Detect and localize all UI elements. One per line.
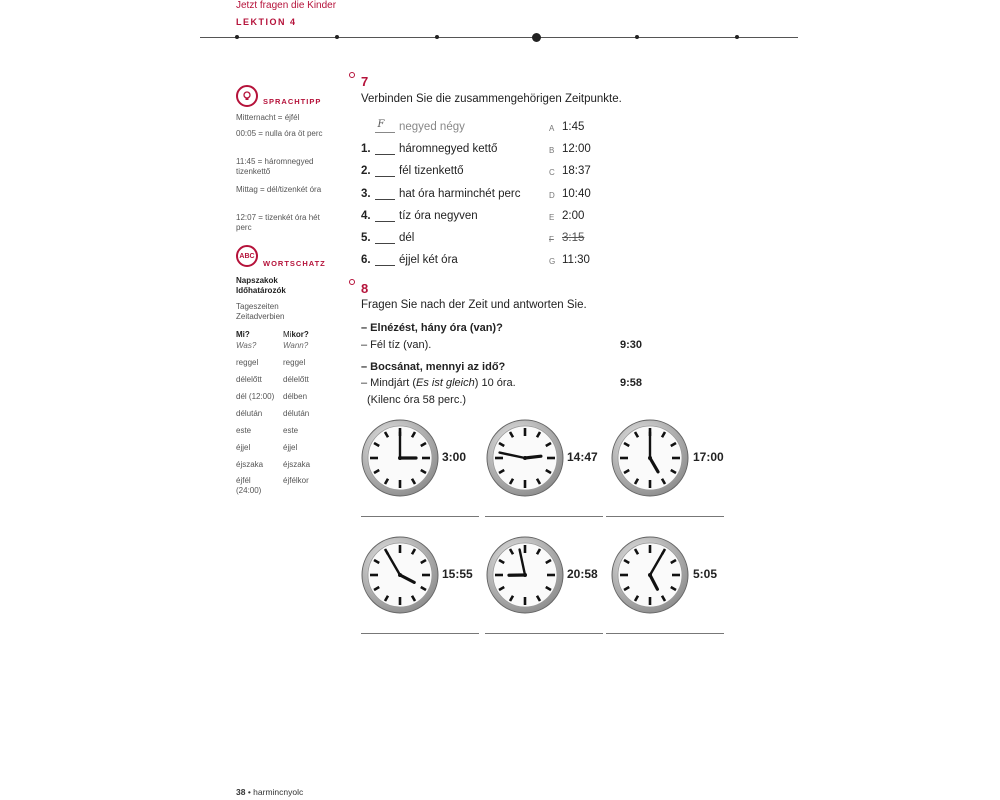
vocab-col1-trans: Was? (236, 341, 257, 350)
header-dot (635, 35, 639, 39)
option-letter: A (549, 124, 555, 133)
vocab-word: délben (283, 392, 308, 401)
option-letter: D (549, 191, 555, 200)
clock-face-svg (360, 418, 440, 498)
item-number: 6. (361, 254, 371, 266)
vocab-word: éjszaka (236, 460, 264, 469)
abc-icon: ABC (236, 245, 258, 267)
sprachtipp-title: SPRACHTIPP (263, 97, 322, 106)
option-time: 1:45 (562, 121, 585, 133)
example-text: negyed négy (399, 121, 465, 133)
vocab-word: délelőtt (283, 375, 309, 384)
example-answer: F (377, 119, 385, 130)
header-dot (435, 35, 439, 39)
clock-hub (398, 573, 402, 577)
vocab-word: este (283, 426, 299, 435)
item-number: 3. (361, 188, 371, 200)
clock-label: 14:47 (567, 450, 598, 464)
tip-item: 00:05 = nulla óra öt perc (236, 129, 323, 138)
header-dot (335, 35, 339, 39)
answer-line[interactable] (606, 633, 724, 634)
audio-marker-icon (349, 279, 355, 285)
answer-line[interactable] (361, 633, 479, 634)
vocab-col1-head: Mi? (236, 330, 250, 339)
answer-blank[interactable] (375, 121, 395, 133)
lightbulb-icon (236, 85, 258, 107)
answer-line[interactable] (485, 516, 603, 517)
option-time: 18:37 (562, 165, 591, 177)
dialog-time: 9:58 (620, 377, 643, 389)
clock-face-svg (610, 418, 690, 498)
answer-blank[interactable] (375, 165, 395, 177)
tip-item: 11:45 = háromnegyed tizenkettő (236, 157, 314, 176)
option-letter: B (549, 146, 555, 155)
item-text: háromnegyed kettő (399, 143, 498, 155)
analog-clock (610, 418, 690, 498)
option-time: 12:00 (562, 143, 591, 155)
vocab-word: délután (283, 409, 310, 418)
exercise-instruction: Verbinden Sie die zusammengehörigen Zeitpunkte. (361, 93, 622, 105)
clock-hour-hand (525, 456, 541, 458)
analog-clock (485, 418, 565, 498)
dialog-answer: – Mindjárt (Es ist gleich) 10 óra. (361, 377, 516, 389)
exercise-number: 8 (361, 281, 369, 296)
dialog-time: 9:30 (620, 339, 643, 351)
example-row (361, 121, 541, 139)
clock-face-svg (610, 535, 690, 615)
item-text: dél (399, 232, 415, 244)
clock-label: 3:00 (442, 450, 467, 464)
clock-hub (523, 456, 527, 460)
page-number: 38 (236, 787, 246, 797)
exercise-instruction: Fragen Sie nach der Zeit und antworten Sie. (361, 299, 587, 311)
match-row (361, 232, 541, 250)
answer-blank[interactable] (375, 232, 395, 244)
vocab-col2-trans: Wann? (283, 341, 309, 350)
vocab-word: éjfélkor (283, 476, 309, 485)
analog-clock (610, 535, 690, 615)
running-header-title: Jetzt fragen die Kinder (236, 0, 337, 11)
match-row (361, 143, 541, 161)
vocab-col2-head: Mikor? (283, 330, 309, 339)
option-letter: C (549, 168, 555, 177)
clock-hub (648, 573, 652, 577)
page-footer: 38 • harmincnyolc (236, 787, 304, 797)
match-row (361, 188, 541, 206)
lesson-label: LEKTION 4 (236, 17, 297, 27)
clock-face-svg (360, 535, 440, 615)
answer-blank[interactable] (375, 143, 395, 155)
clock-face-svg (485, 535, 565, 615)
clock-hub (648, 456, 652, 460)
vocab-word: éjjel (236, 443, 251, 452)
option-letter: G (549, 257, 556, 266)
vocab-subheading: Tageszeiten (236, 302, 279, 311)
item-text: hat óra harminchét perc (399, 188, 521, 200)
vocab-word: éjfél (24:00) (236, 476, 262, 495)
item-number: 2. (361, 165, 371, 177)
header-rule (200, 37, 798, 38)
answer-line[interactable] (606, 516, 724, 517)
vocab-word: délután (236, 409, 263, 418)
vocab-word: reggel (236, 358, 259, 367)
answer-blank[interactable] (375, 188, 395, 200)
header-dot-current (532, 33, 541, 42)
tip-item: Mittag = dél/tizenkét óra (236, 185, 322, 194)
answer-blank[interactable] (375, 254, 395, 266)
clock-label: 20:58 (567, 567, 598, 581)
audio-marker-icon (349, 72, 355, 78)
dialog-question: – Bocsánat, mennyi az idő? (361, 361, 506, 373)
answer-line[interactable] (361, 516, 479, 517)
option-time: 11:30 (562, 254, 590, 266)
match-row (361, 165, 541, 183)
match-row (361, 254, 541, 272)
analog-clock (360, 418, 440, 498)
answer-line[interactable] (485, 633, 603, 634)
option-letter-used: F (549, 235, 554, 244)
option-time: 10:40 (562, 188, 591, 200)
analog-clock (360, 535, 440, 615)
vocab-word: este (236, 426, 252, 435)
vocab-word: éjjel (283, 443, 298, 452)
exercise-number: 7 (361, 74, 369, 89)
vocab-word: reggel (283, 358, 306, 367)
vocab-word: délelőtt (236, 375, 262, 384)
vocab-heading: Napszakok (236, 276, 278, 285)
vocab-word: éjszaka (283, 460, 311, 469)
item-text: fél tizenkettő (399, 165, 464, 177)
match-row (361, 210, 541, 228)
item-text: tíz óra negyven (399, 210, 478, 222)
analog-clock (485, 535, 565, 615)
dialog-question: – Elnézést, hány óra (van)? (361, 322, 503, 334)
clock-face-svg (485, 418, 565, 498)
tip-item: 12:07 = tizenkét óra hét perc (236, 213, 320, 232)
item-number: 1. (361, 143, 371, 155)
clock-hub (523, 573, 527, 577)
option-time-used: 3:15 (562, 232, 585, 244)
vocab-heading: Időhatározók (236, 286, 286, 295)
header-dot (235, 35, 239, 39)
option-time: 2:00 (562, 210, 585, 222)
dialog-answer-line2: (Kilenc óra 58 perc.) (367, 394, 467, 406)
item-number: 4. (361, 210, 371, 222)
tip-item: Mitternacht = éjfél (236, 113, 300, 122)
page-number-word: harmincnyolc (253, 787, 304, 797)
header-dot (735, 35, 739, 39)
item-text: éjjel két óra (399, 254, 458, 266)
answer-blank[interactable] (375, 210, 395, 222)
clock-label: 15:55 (442, 567, 473, 581)
wortschatz-title: WORTSCHATZ (263, 259, 326, 268)
vocab-word: dél (12:00) (236, 392, 275, 401)
item-number: 5. (361, 232, 371, 244)
dialog-answer: – Fél tíz (van). (361, 339, 432, 351)
clock-hub (398, 456, 402, 460)
clock-label: 17:00 (693, 450, 724, 464)
clock-label: 5:05 (693, 567, 718, 581)
option-letter: E (549, 213, 555, 222)
vocab-subheading: Zeitadverbien (236, 312, 285, 321)
